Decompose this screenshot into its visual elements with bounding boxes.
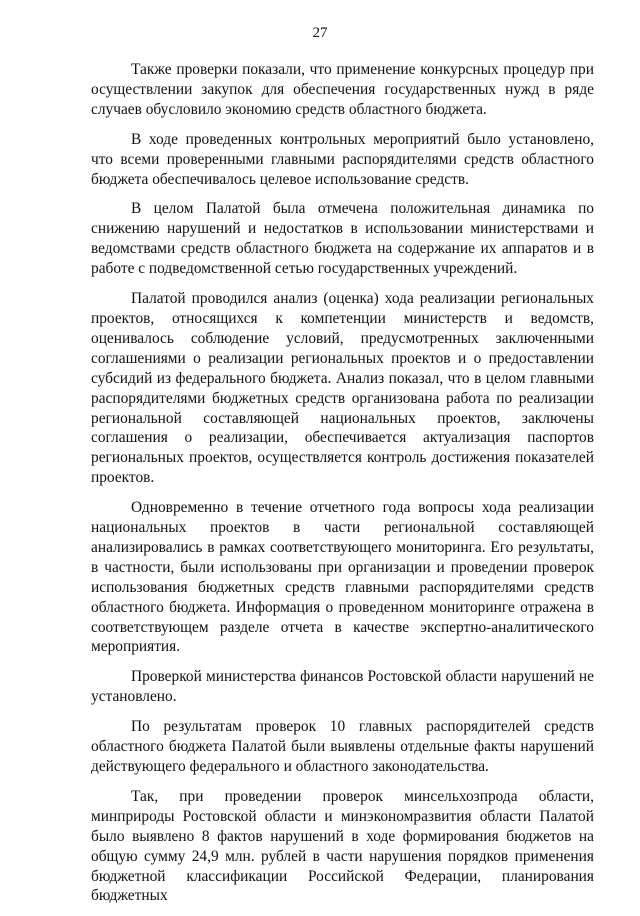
paragraph-6: Проверкой министерства финансов Ростовской области нарушений не установлено.: [91, 668, 594, 706]
paragraph-2: В ходе проведенных контрольных мероприятий было установлено, что всеми проверенными главными распорядителями средств областного бюджета обеспечивалось целевое использование средств.: [91, 130, 594, 188]
paragraph-5: Одновременно в течение отчетного года вопросы хода реализации национальных проектов в части региональной составляющей анализировались в рамках соответствующего мониторинга. Его результаты, в частности, были использованы при организации и проведении проверок использования бюджетных средств главными распорядителями средств областного бюджета. Информация о проведенном мониторинге отражена в соответствующем разделе отчета в качестве экспертно-аналитического мероприятия.: [91, 499, 594, 656]
paragraph-8: Так, при проведении проверок минсельхозпрода области, минприроды Ростовской области и минэкономразвития области Палатой было выявлено 8 фактов нарушений в ходе формирования бюджетов на общую сумму 24,9 млн. рублей в части нарушения порядков применения бюджетной классификации Российской Федерации, планирования бюджетных: [91, 787, 594, 905]
paragraph-3: В целом Палатой была отмечена положительная динамика по снижению нарушений и недостатков в использовании министерствами и ведомствами средств областного бюджета на содержание их аппаратов и в работе с подведомственной сетью государственных учреждений.: [91, 200, 594, 278]
paragraph-1: Также проверки показали, что применение конкурсных процедур при осуществлении закупок для обеспечения государственных нужд в ряде случаев обусловило экономию средств областного бюджета.: [91, 61, 594, 118]
page-number: 27: [312, 25, 328, 41]
paragraph-7: По результатам проверок 10 главных распорядителей средств областного бюджета Палатой были выявлены отдельные факты нарушений действующего федерального и областного законодательства.: [91, 718, 594, 775]
document-body: [91, 60, 594, 916]
paragraph-4: Палатой проводился анализ (оценка) хода реализации региональных проектов, относящихся к компетенции министерств и ведомств, оценивалось соблюдение условий, предусмотренных заключенными соглашениями о реализации региональных проектов и о предоставлении субсидий из федерального бюджета. Анализ показал, что в целом главными распорядителями бюджетных средств организована работа по реализации региональной составляющей национальных проектов, заключены соглашения о реализации, обеспечивается актуализация паспортов региональных проектов, осуществляется контроль достижения показателей проектов.: [91, 290, 594, 487]
